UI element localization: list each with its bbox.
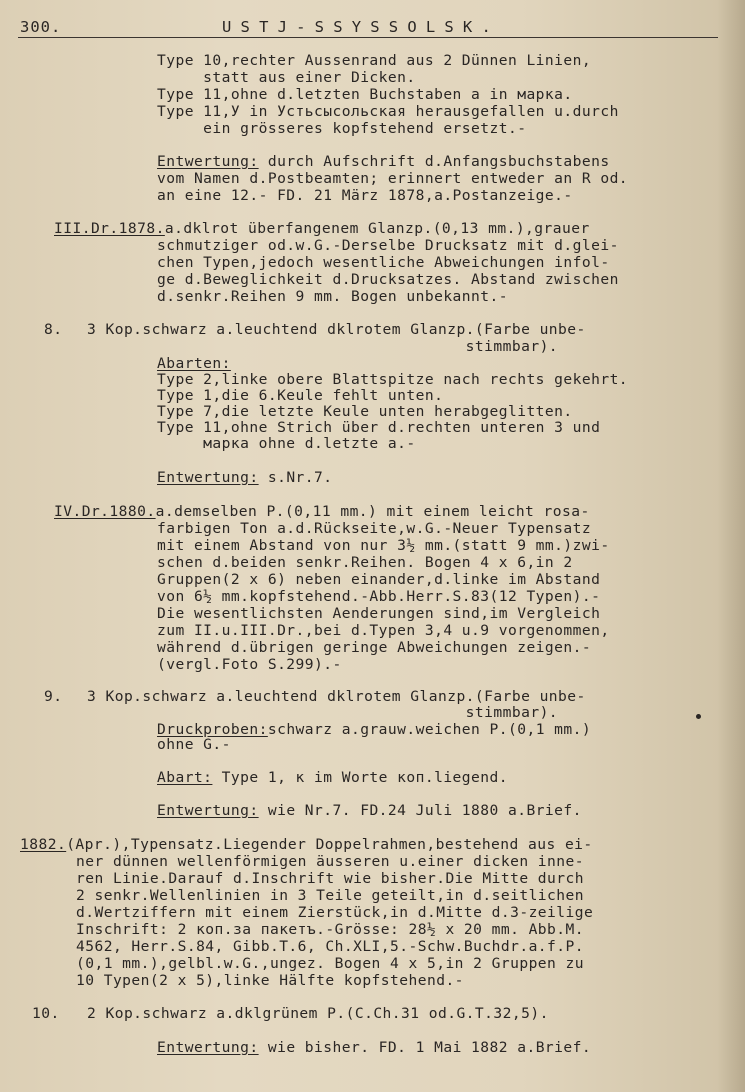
cancellation-label: Entwertung:: [157, 802, 259, 819]
printing-label: III.Dr.1878.: [54, 220, 165, 237]
text-line: d.Wertziffern mit einem Zierstück,in d.Mitte d.3-zeilige: [76, 904, 594, 921]
text-line: chen Typen,jedoch wesentliche Abweichungen infol-: [157, 254, 610, 271]
printing-label: 1882.: [20, 836, 67, 853]
text-line: Gruppen(2 x 6) neben einander,d.linke im Abstand: [157, 571, 601, 588]
page-header: [0, 18, 745, 42]
cancellation-label: Entwertung:: [157, 153, 259, 170]
header-rule: [18, 37, 718, 38]
varieties-heading: [157, 356, 231, 372]
cancellation-line: [157, 154, 610, 170]
text-line: mit einem Abstand von nur 3½ mm.(statt 9 mm.)zwi-: [157, 537, 610, 554]
text-line: statt aus einer Dicken.: [157, 69, 416, 86]
printing-text: (Apr.),Typensatz.Liegender Doppelrahmen,bestehend aus ei-: [66, 836, 593, 853]
varieties-label: Abarten:: [157, 355, 231, 372]
text-line: Die wesentlichsten Aenderungen sind,im Vergleich: [157, 605, 601, 622]
text-line: während d.übrigen geringe Abweichungen zeigen.-: [157, 639, 592, 656]
printing-heading-line: [20, 837, 593, 853]
printing-text: a.demselben P.(0,11 mm.) mit einem leicht rosa-: [155, 503, 590, 520]
text-line: 4562, Herr.S.84, Gibb.T.6, Ch.XLI,5.-Schw.Buchdr.a.f.P.: [76, 938, 584, 955]
variety-line: Type 11,ohne Strich über d.rechten unteren 3 und: [157, 419, 601, 436]
text-line: stimmbar).: [87, 338, 559, 355]
variety-text: Type 1, к im Worte коп.liegend.: [212, 769, 508, 786]
text-line: ge d.Beweglichkeit d.Drucksatzes. Abstand zwischen: [157, 271, 619, 288]
text-line: 3 Kop.schwarz a.leuchtend dklrotem Glanzp.(Farbe unbe-: [87, 321, 586, 338]
text-line: ner dünnen wellenförmigen äusseren u.einer dicken inne-: [76, 853, 584, 870]
proof-text: schwarz a.grauw.weichen P.(0,1 mm.): [267, 721, 592, 738]
text-line: Type 10,rechter Aussenrand aus 2 Dünnen Linien,: [157, 52, 592, 69]
cancellation-label: Entwertung:: [157, 469, 259, 486]
page-number: 300.: [20, 18, 62, 36]
variety-line: [157, 770, 508, 786]
text-line: Type 11,У in Устьсысольская herausgefallen u.durch: [157, 103, 619, 120]
text-line: farbigen Ton a.d.Rückseite,w.G.-Neuer Typensatz: [157, 520, 592, 537]
cancellation-line: [157, 803, 582, 819]
text-line: an eine 12.- FD. 21 März 1878,a.Postanzeige.-: [157, 187, 573, 204]
text-line: zum II.u.III.Dr.,bei d.Typen 3,4 u.9 vorgenommen,: [157, 622, 610, 639]
variety-label: Abart:: [157, 769, 213, 786]
printing-label: IV.Dr.1880.: [54, 503, 156, 520]
text-line: Inschrift: 2 коп.за пакетъ.-Grösse: 28½ x 20 mm. Abb.M.: [76, 921, 584, 938]
text-line: von 6½ mm.kopfstehend.-Abb.Herr.S.83(12 Typen).-: [157, 588, 601, 605]
cancellation-text: durch Aufschrift d.Anfangsbuchstabens: [258, 153, 610, 170]
catalog-number: 10.: [32, 1005, 60, 1022]
text-line: ein grösseres kopfstehend ersetzt.-: [157, 120, 527, 137]
catalog-number: 9.: [44, 688, 63, 705]
variety-line: марка ohne d.letzte a.-: [157, 435, 416, 452]
text-line: schen d.beiden senkr.Reihen. Bogen 4 x 6,in 2: [157, 554, 573, 571]
cancellation-text: wie Nr.7. FD.24 Juli 1880 a.Brief.: [258, 802, 582, 819]
proof-label: Druckproben:: [157, 721, 268, 738]
text-line: 2 Kop.schwarz a.dklgrünem P.(C.Ch.31 od.G.T.32,5).: [87, 1005, 549, 1022]
page-edge-shadow: [717, 0, 745, 1092]
cancellation-label: Entwertung:: [157, 1039, 259, 1056]
text-line: (vergl.Foto S.299).-: [157, 656, 342, 673]
text-line: Type 11,ohne d.letzten Buchstaben a in марка.: [157, 86, 573, 103]
text-line: ohne G.-: [157, 736, 231, 753]
page-title: USTJ-SSYSSOLSK.: [222, 18, 500, 36]
printing-heading-line: [54, 504, 590, 520]
text-line: (0,1 mm.),gelbl.w.G.,ungez. Bogen 4 x 5,in 2 Gruppen zu: [76, 955, 584, 972]
cancellation-text: s.Nr.7.: [258, 469, 333, 486]
printing-heading-line: [54, 221, 590, 237]
printing-text: a.dklrot überfangenem Glanzp.(0,13 mm.),grauer: [164, 220, 590, 237]
variety-line: Type 2,linke obere Blattspitze nach rechts gekehrt.: [157, 371, 629, 388]
cancellation-text: wie bisher. FD. 1 Mai 1882 a.Brief.: [258, 1039, 592, 1056]
cancellation-line: [157, 470, 333, 486]
text-line: 3 Kop.schwarz a.leuchtend dklrotem Glanzp.(Farbe unbe-: [87, 688, 586, 705]
cancellation-line: [157, 1040, 591, 1056]
text-line: d.senkr.Reihen 9 mm. Bogen unbekannt.-: [157, 288, 508, 305]
text-line: 10 Typen(2 x 5),linke Hälfte kopfstehend.-: [76, 972, 464, 989]
variety-line: Type 7,die letzte Keule unten herabgeglitten.: [157, 403, 573, 420]
text-line: vom Namen d.Postbeamten; erinnert entweder an R od.: [157, 170, 629, 187]
text-line: stimmbar).: [87, 704, 559, 721]
text-line: ren Linie.Darauf d.Inschrift wie bisher.Die Mitte durch: [76, 870, 584, 887]
text-line: schmutziger od.w.G.-Derselbe Drucksatz mit d.glei-: [157, 237, 619, 254]
text-line: 2 senkr.Wellenlinien in 3 Teile geteilt,in d.seitlichen: [76, 887, 584, 904]
catalog-number: 8.: [44, 321, 63, 338]
ink-dot: [696, 714, 701, 719]
variety-line: Type 1,die 6.Keule fehlt unten.: [157, 387, 444, 404]
